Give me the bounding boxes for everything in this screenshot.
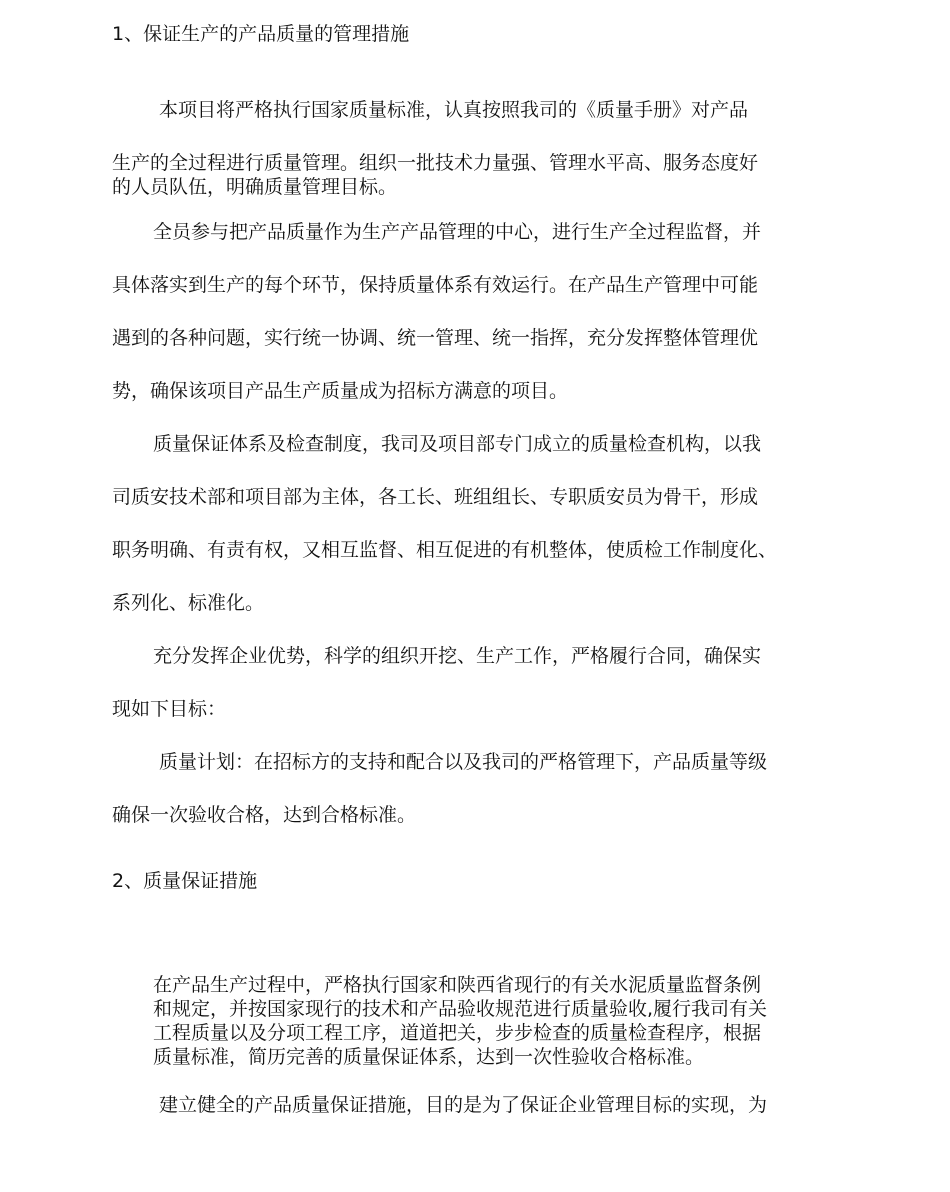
section-heading-1: 1、保证生产的产品质量的管理措施 bbox=[112, 23, 410, 45]
paragraph-line: 全员参与把产品质量作为生产产品管理的中心，进行生产全过程监督，并 bbox=[153, 221, 762, 243]
paragraph-line: 质量标准，简历完善的质量保证体系，达到一次性验收合格标准。 bbox=[153, 1046, 705, 1068]
paragraph-line: 确保一次验收合格，达到合格标准。 bbox=[112, 804, 417, 826]
section-heading-2: 2、质量保证措施 bbox=[112, 870, 258, 892]
paragraph-line: 建立健全的产品质量保证措施，目的是为了保证企业管理目标的实现，为 bbox=[159, 1094, 768, 1116]
paragraph-line: 遇到的各种问题，实行统一协调、统一管理、统一指挥，充分发挥整体管理优 bbox=[112, 327, 759, 349]
paragraph-line: 具体落实到生产的每个环节，保持质量体系有效运行。在产品生产管理中可能 bbox=[112, 274, 759, 296]
paragraph-line: 本项目将严格执行国家质量标准，认真按照我司的《质量手册》对产品 bbox=[159, 99, 749, 121]
paragraph-line: 和规定，并按国家现行的技术和产品验收规范进行质量验收,履行我司有关 bbox=[153, 998, 768, 1020]
paragraph-line: 职务明确、有责有权，又相互监督、相互促进的有机整体，使质检工作制度化、 bbox=[112, 539, 778, 561]
paragraph-line: 势，确保该项目产品生产质量成为招标方满意的项目。 bbox=[112, 380, 569, 402]
paragraph-line: 现如下目标： bbox=[112, 698, 227, 720]
paragraph-line: 工程质量以及分项工程工序，道道把关，步步检查的质量检查程序，根据 bbox=[153, 1022, 762, 1044]
paragraph-line: 生产的全过程进行质量管理。组织一批技术力量强、管理水平高、服务态度好 bbox=[112, 152, 759, 174]
paragraph-line: 质量保证体系及检查制度，我司及项目部专门成立的质量检查机构，以我 bbox=[153, 433, 762, 455]
paragraph-line: 系列化、标准化。 bbox=[112, 592, 265, 614]
paragraph-line: 司质安技术部和项目部为主体，各工长、班组组长、专职质安员为骨干，形成 bbox=[112, 486, 759, 508]
paragraph-line: 质量计划：在招标方的支持和配合以及我司的严格管理下，产品质量等级 bbox=[159, 751, 768, 773]
paragraph-line: 的人员队伍，明确质量管理目标。 bbox=[112, 176, 398, 198]
paragraph-line: 在产品生产过程中，严格执行国家和陕西省现行的有关水泥质量监督条例 bbox=[153, 974, 762, 996]
paragraph-line: 充分发挥企业优势，科学的组织开挖、生产工作，严格履行合同，确保实 bbox=[153, 645, 762, 667]
